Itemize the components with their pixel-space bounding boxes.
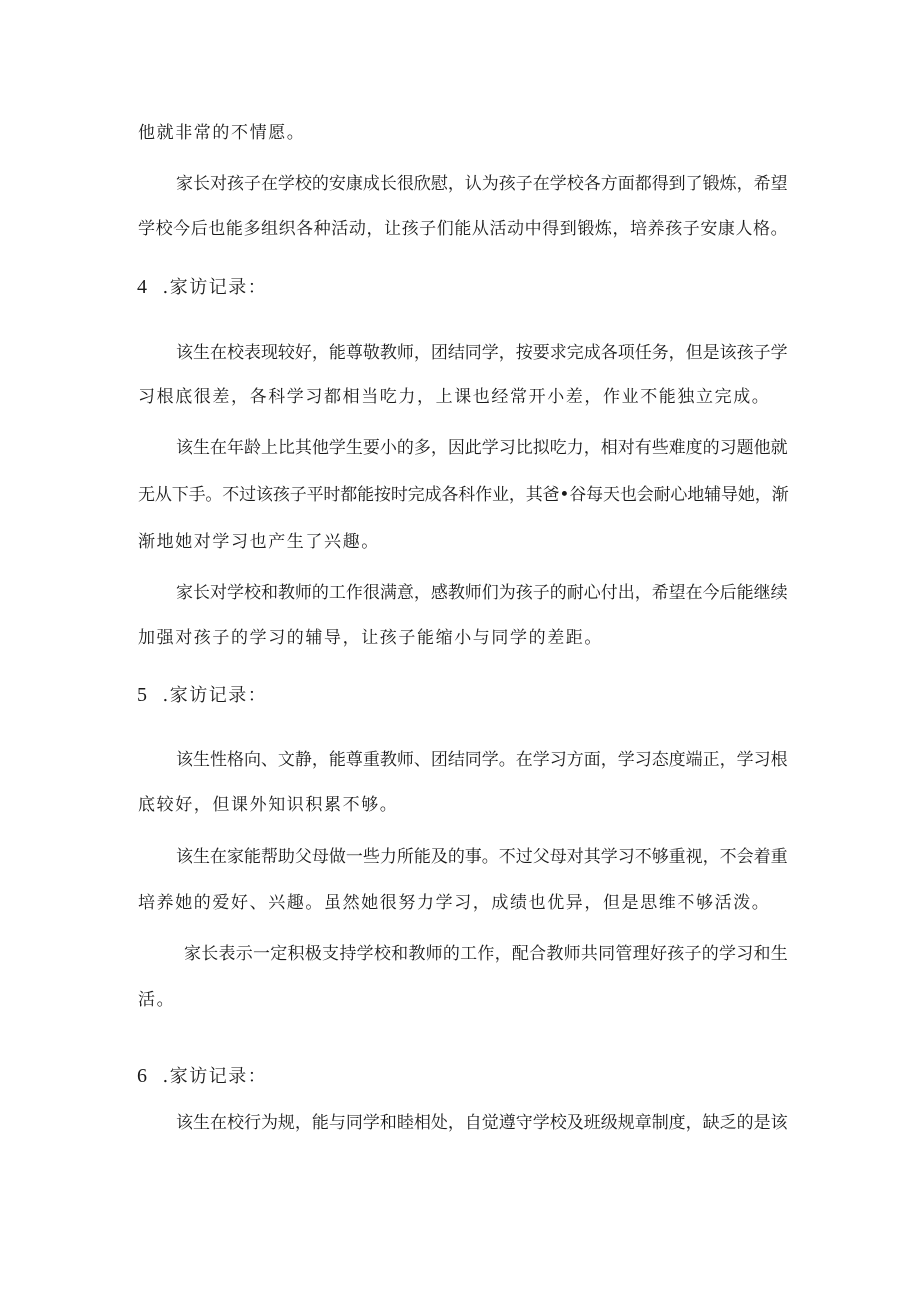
section-heading-5 [137,683,267,708]
paragraph-line: 家长表示一定积极支持学校和教师的工作，配合教师共同管理好孩子的学习和生 [184,944,788,964]
paragraph-line: 习根底很差，各科学习都相当吃力，上课也经常开小差，作业不能独立完成。 [138,387,771,407]
paragraph-line: 加强对孩子的学习的辅导，让孩子能缩小与同学的差距。 [138,628,603,648]
paragraph-parent-feedback-line: 家长对孩子在学校的安康成长很欣慰，认为孩子在学校各方面都得到了锻炼，希望 [176,174,788,194]
paragraph-parent-feedback-line: 学校今后也能多组织各种活动，让孩子们能从活动中得到锻炼，培养孩子安康人格。 [138,219,789,239]
paragraph-line: 底较好，但课外知识积累不够。 [138,795,399,815]
section-number: 4 [137,276,149,298]
paragraph-line: 渐地她对学习也产生了兴趣。 [138,532,380,552]
paragraph-line: 家长对学校和教师的工作很满意，感教师们为孩子的耐心付出，希望在今后能继续 [176,583,788,603]
paragraph-line: 该生在校行为规，能与同学和睦相处，自觉遵守学校及班级规章制度，缺乏的是该 [176,1113,788,1133]
paragraph-continuation-line: 他就非常的不情愿。 [138,123,306,143]
paragraph-line: 该生性格向、文静，能尊重教师、团结同学。在学习方面，学习态度端正，学习根 [176,750,788,770]
paragraph-line: 无从下手。不过该孩子平时都能按时完成各科作业，其爸•谷每天也会耐心地辅导她，渐 [138,485,789,505]
section-number: 6 [137,1065,149,1087]
paragraph-line: 该生在年龄上比其他学生要小的多，因此学习比拟吃力，相对有些难度的习题他就 [176,438,788,458]
paragraph-line: 该生在校表现较好，能尊敬教师，团结同学，按要求完成各项任务，但是该孩子学 [176,343,788,363]
section-number: 5 [137,684,149,706]
section-title: .家访记录： [162,1066,268,1087]
section-heading-4 [137,275,267,300]
paragraph-line: 培养她的爱好、兴趣。虽然她很努力学习，成绩也优异，但是思维不够活泼。 [138,893,771,913]
section-heading-6 [137,1064,267,1089]
paragraph-line: 该生在家能帮助父母做一些力所能及的事。不过父母对其学习不够重视，不会着重 [176,847,788,867]
section-title: .家访记录： [162,277,268,298]
section-title: .家访记录： [162,685,268,706]
paragraph-line: 活。 [138,990,176,1010]
